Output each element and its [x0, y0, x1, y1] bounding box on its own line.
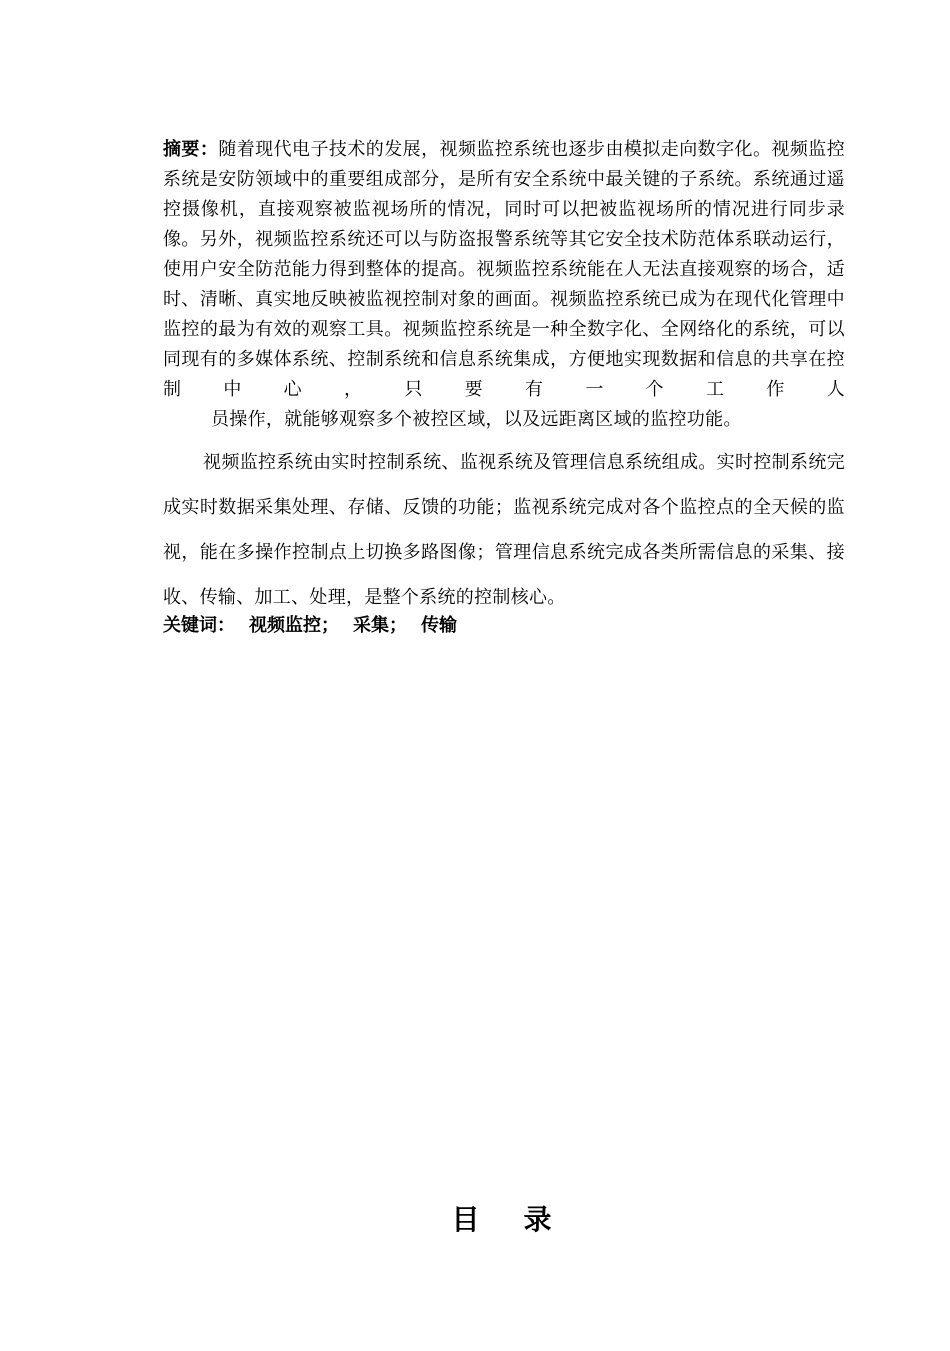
keywords-line: [163, 611, 845, 641]
abstract-text: 随着现代电子技术的发展，视频监控系统也逐步由模拟走向数字化。视频监控系统是安防领域中的重要组成部分，是所有安全系统中最关键的子系统。系统通过遥控摄像机，直接观察被监视场所的情况，同时可以把被监视场所的情况进行同步录像。另外，视频监控系统还可以与防盗报警系统等其它安全技术防范体系联动运行，使用户安全防范能力得到整体的提高。视频监控系统能在人无法直接观察的场合，适时、清晰、真实地反映被监视控制对象的画面。视频监控系统已成为在现代化管理中监控的最为有效的观察工具。视频监控系统是一种全数字化、全网络化的系统，可以同现有的多媒体系统、控制系统和信息系统集成，方便地实现数据和信息的共享在控制中心，只要有一个工作人: [163, 139, 845, 400]
toc-title: 目录: [451, 1203, 596, 1236]
abstract-last-line: 员操作，就能够观察多个被控区域，以及远距离区域的监控功能。: [211, 409, 742, 430]
keyword-item: 传输: [421, 615, 457, 636]
abstract-paragraph: [163, 135, 845, 435]
keyword-item: 采集；: [353, 615, 407, 636]
keywords-label: 关键词：: [163, 615, 235, 636]
body-paragraph: 视频监控系统由实时控制系统、监视系统及管理信息系统组成。实时控制系统完成实时数据采集处理、存储、反馈的功能；监视系统完成对各个监控点的全天候的监视，能在多操作控制点上切换多路图像；管理信息系统完成各类所需信息的采集、接收、传输、加工、处理，是整个系统的控制核心。: [163, 452, 845, 608]
keyword-item: 视频监控；: [249, 615, 339, 636]
abstract-label: 摘要：: [163, 139, 219, 160]
